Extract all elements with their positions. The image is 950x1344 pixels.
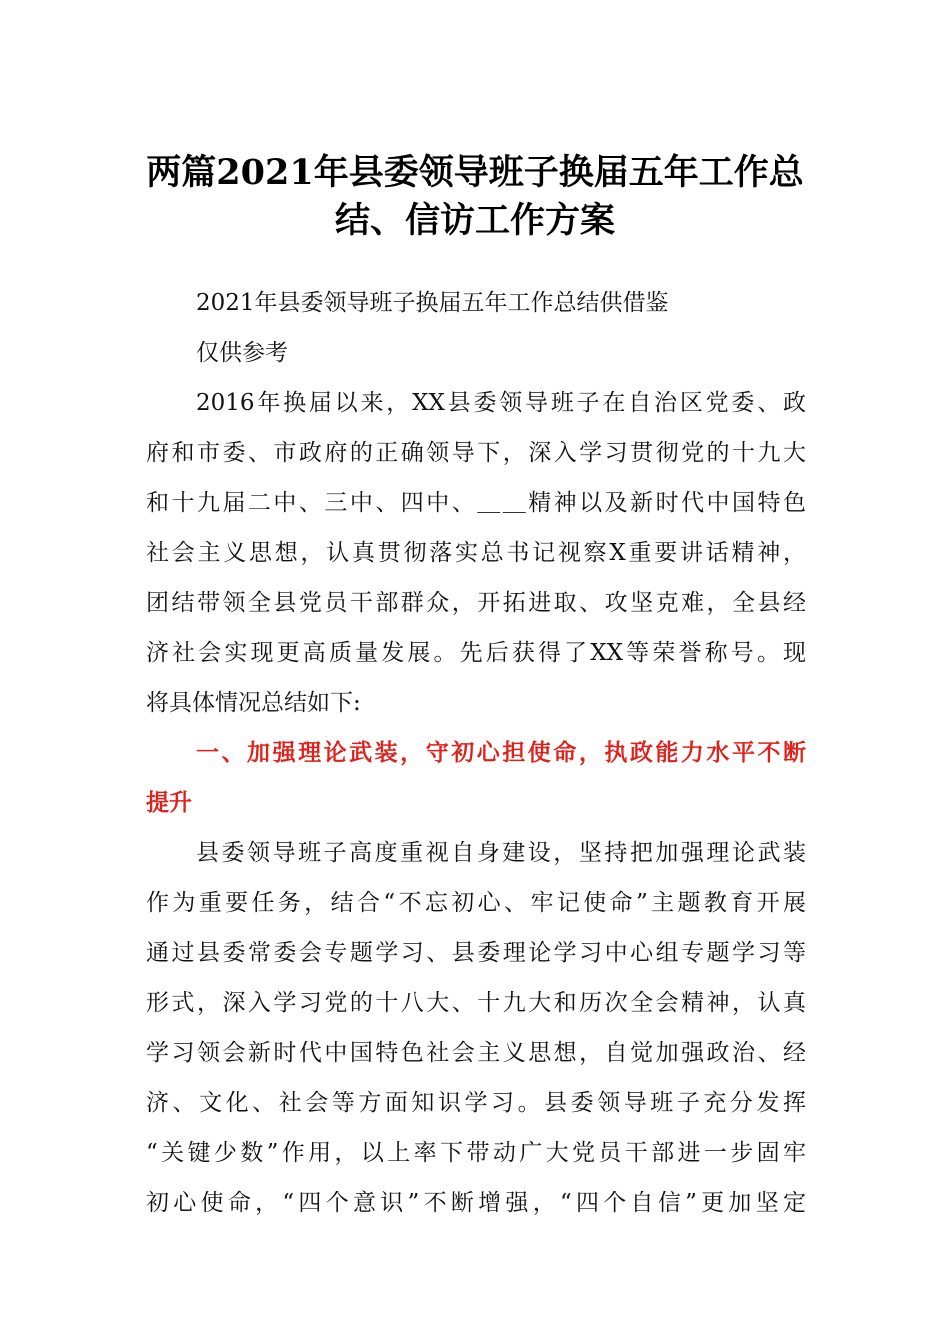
reference-note: 仅供参考 — [196, 340, 288, 366]
section-body-line: 济、文化、社会等方面知识学习。县委领导班子充分发挥 — [146, 1090, 806, 1116]
section-heading-line-1: 一、加强理论武装，守初心担使命，执政能力水平不断 — [196, 740, 806, 766]
intro-line: 团结带领全县党员干部群众，开拓进取、攻坚克难，全县经 — [146, 590, 806, 616]
section-body-line: 初心使命，“四个意识”不断增强，“四个自信”更加坚定 — [146, 1190, 806, 1216]
intro-line: 2016年换届以来，XX县委领导班子在自治区党委、政 — [196, 390, 806, 416]
section-body-line: 形式，深入学习党的十八大、十九大和历次全会精神，认真 — [146, 990, 806, 1016]
subtitle: 2021年县委领导班子换届五年工作总结供借鉴 — [196, 290, 669, 316]
document-title-line-1: 两篇2021年县委领导班子换届五年工作总 — [146, 152, 804, 193]
intro-line: 社会主义思想，认真贯彻落实总书记视察X重要讲话精神， — [146, 540, 806, 566]
section-body-line: 县委领导班子高度重视自身建设，坚持把加强理论武装 — [196, 840, 806, 866]
section-body-line: 作为重要任务，结合“不忘初心、牢记使命”主题教育开展 — [146, 890, 806, 916]
section-body-line: 通过县委常委会专题学习、县委理论学习中心组专题学习等 — [146, 940, 806, 966]
section-body-line: 学习领会新时代中国特色社会主义思想，自觉加强政治、经 — [146, 1040, 806, 1066]
section-heading-line-2: 提升 — [146, 790, 192, 816]
intro-line: 府和市委、市政府的正确领导下，深入学习贯彻党的十九大 — [146, 440, 806, 466]
intro-line: 济社会实现更高质量发展。先后获得了XX等荣誉称号。现 — [146, 640, 806, 666]
document-title-line-2: 结、信访工作方案 — [334, 200, 615, 241]
intro-line: 和十九届二中、三中、四中、＿＿精神以及新时代中国特色 — [146, 490, 806, 516]
section-body-line: “关键少数”作用，以上率下带动广大党员干部进一步固牢 — [146, 1140, 806, 1166]
intro-line: 将具体情况总结如下: — [146, 690, 361, 716]
